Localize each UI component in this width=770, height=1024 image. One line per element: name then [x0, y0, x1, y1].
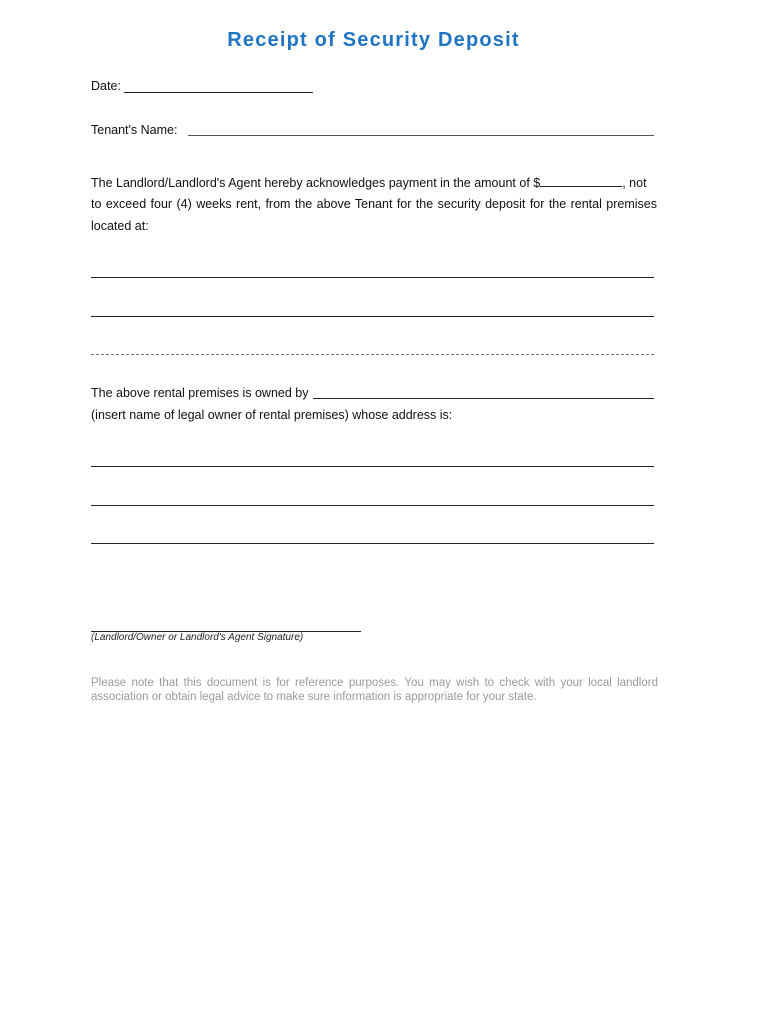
premises-address-line-3[interactable]	[91, 354, 654, 355]
owner-name-field-line[interactable]	[313, 398, 654, 399]
owner-instruction: (insert name of legal owner of rental premises) whose address is:	[91, 408, 453, 422]
ack-line-3: located at:	[91, 219, 149, 233]
tenant-name-field-line[interactable]	[188, 135, 654, 136]
ack-line-1	[91, 175, 647, 191]
ack-line-1-end: , not	[622, 176, 647, 190]
premises-address-line-1[interactable]	[91, 277, 654, 278]
reference-note: Please note that this document is for reference purposes. You may wish to check with your local landlord association or obtain legal advice to make sure information is appropriate for your state.	[91, 677, 658, 703]
page-title: Receipt of Security Deposit	[227, 29, 520, 51]
date-field-line[interactable]	[124, 92, 313, 93]
owned-by-label: The above rental premises is owned by	[91, 386, 309, 400]
ack-line-2: to exceed four (4) weeks rent, from the above Tenant for the security deposit for the rental premises	[91, 197, 657, 211]
owner-address-line-1[interactable]	[91, 466, 654, 467]
signature-caption: (Landlord/Owner or Landlord's Agent Signature)	[91, 632, 304, 643]
ack-line-1-text: The Landlord/Landlord's Agent hereby acknowledges payment in the amount of $	[91, 176, 541, 190]
amount-field-line[interactable]	[540, 175, 622, 187]
premises-address-line-2[interactable]	[91, 316, 654, 317]
owner-address-line-3[interactable]	[91, 543, 654, 544]
owner-address-line-2[interactable]	[91, 505, 654, 506]
date-label: Date:	[91, 79, 121, 93]
tenant-name-label: Tenant's Name:	[91, 123, 178, 137]
